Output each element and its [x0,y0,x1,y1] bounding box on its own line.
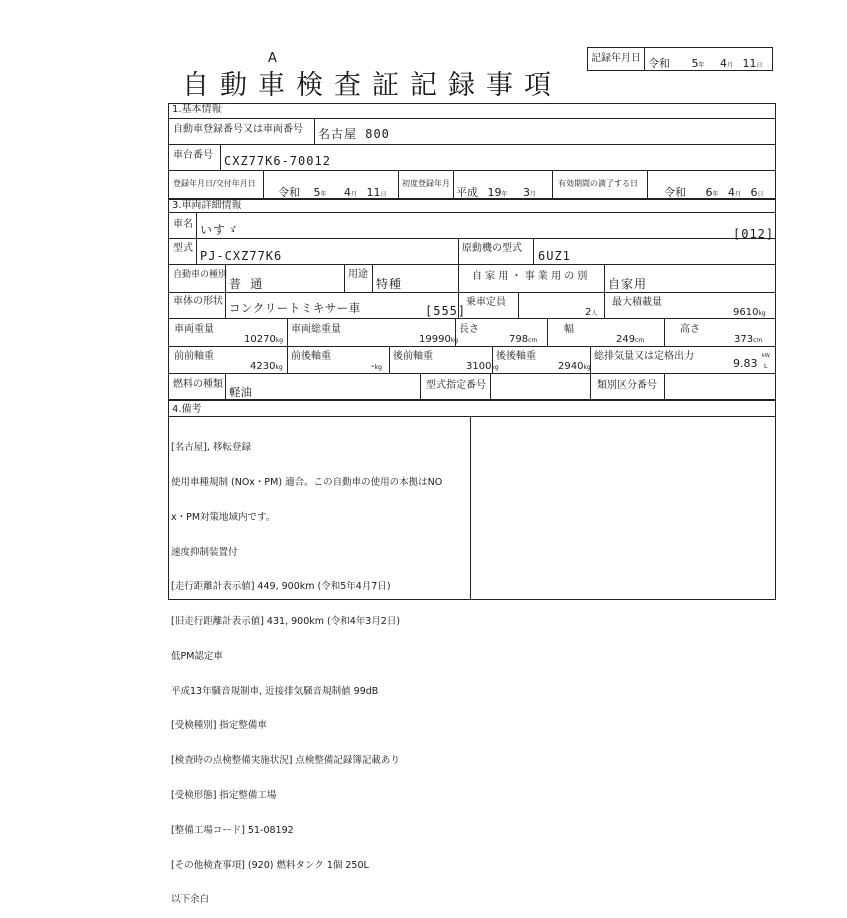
capacity-label: 乗車定員 [466,297,506,308]
gross-weight-value: 19990kg [419,334,459,345]
model-label: 型式 [173,243,193,254]
ff-axle-value: 4230kg [250,361,283,372]
remark-line: [名古屋], 移転登録 [171,442,251,454]
class-no-label: 類別区分番号 [597,380,657,391]
remark-line: [走行距離計表示値] 449, 900km (令和5年4月7日) [171,581,391,593]
remark-line: x・PM対策地域内です。 [171,511,276,523]
fr-axle-label: 前後軸重 [291,351,331,362]
width-value: 249cm [616,334,645,345]
kind-label: 自動車の種別 [173,270,228,280]
max-load-value: 9610kg [733,307,766,318]
remark-line: [検査時の点検整備実施状況] 点検整備記録簿記載あり [171,755,400,767]
registration-label: 自動車登録番号又は車両番号 [173,124,303,135]
weight-value: 10270kg [244,334,284,345]
first-reg-value: 平成 19年 3月 [456,186,537,199]
remarks-heading: 4.備考 [172,404,202,415]
rr-axle-label: 後後軸重 [496,351,536,362]
reg-date-label: 登録年月日/交付年月日 [173,179,256,188]
displacement-unit-l: L [764,363,768,370]
record-date-value: 令和 5年 4月 11日 [648,57,763,70]
chassis-label: 車台番号 [173,150,213,161]
width-label: 幅 [564,324,574,335]
use-value: 特種 [376,277,403,291]
maker-code: [012] [733,227,775,241]
height-value: 373cm [734,334,763,345]
length-label: 長さ [459,324,479,335]
body-code: [555] [425,304,467,318]
displacement-value: 9.83 [733,357,758,370]
use-label: 用途 [348,269,368,280]
fuel-label: 燃料の種類 [173,379,223,390]
engine-label: 原動機の型式 [462,243,522,254]
height-label: 高さ [680,324,700,335]
purpose-label: 自 家 用 ・ 事 業 用 の 別 [472,271,588,282]
page-title: 自動車検査証記録事項 [182,70,562,101]
maker-label: 車名 [173,219,193,230]
document-mark: A [268,51,277,66]
remark-line: [整備工場コード] 51-08192 [171,824,294,836]
fr-axle-value: -kg [371,361,382,372]
first-reg-label: 初度登録年月 [402,179,450,188]
type-no-label: 型式指定番号 [426,380,486,391]
expiry-value: 令和 6年 4月 6日 [664,186,764,199]
remark-line: [受検形態] 指定整備工場 [171,790,277,801]
remark-line: 平成13年騒音規制車, 近接排気騒音規制値 99dB [171,685,379,697]
basic-info-heading: 1.基本情報 [172,104,222,115]
remark-line: [旧走行距離計表示値] 431, 900km (令和4年3月2日) [171,616,401,628]
remark-line: [受検種別] 指定整備車 [171,720,267,732]
remark-line: 以下余白 [171,894,210,906]
reg-date-value: 令和 5年 4月 11日 [278,186,387,199]
remarks-list [171,419,442,918]
fuel-value: 軽油 [229,385,252,399]
weight-label: 車両重量 [174,324,214,335]
engine-value: 6UZ1 [538,249,571,263]
registration-value: 名古屋 800 [318,127,390,141]
remark-line: [その他検査事項] (920) 燃料タンク 1個 250L [171,859,369,871]
gross-weight-label: 車両総重量 [291,324,341,335]
rf-axle-label: 後前軸重 [393,351,433,362]
capacity-value: 2人 [585,307,598,318]
maker-value: いすゞ [200,223,240,237]
rf-axle-value: 3100kg [466,361,499,372]
length-value: 798cm [509,334,538,345]
body-label: 車体の形状 [173,296,223,307]
remark-line: 速度抑制装置付 [171,546,238,558]
chassis-value: CXZ77K6-70012 [224,154,331,168]
rr-axle-value: 2940kg [558,361,591,372]
purpose-value: 自家用 [608,277,648,291]
remark-line: 使用車種規制 (NOx・PM) 適合。この自動車の使用の本拠はNO [171,476,443,488]
ff-axle-label: 前前軸重 [174,351,214,362]
remark-line: 低PM認定車 [171,650,223,662]
max-load-label: 最大積載量 [612,297,662,308]
kind-value: 普 通 [229,277,264,291]
displacement-label: 総排気量又は定格出力 [594,351,694,362]
model-value: PJ-CXZ77K6 [200,249,283,263]
expiry-label: 有効期間の満了する日 [558,179,638,188]
displacement-unit-kw: kW [762,353,770,359]
vehicle-details-heading: 3.車両詳細情報 [172,200,242,211]
body-value: コンクリートミキサー車 [229,301,361,315]
record-date-label: 記録年月日 [591,53,641,64]
